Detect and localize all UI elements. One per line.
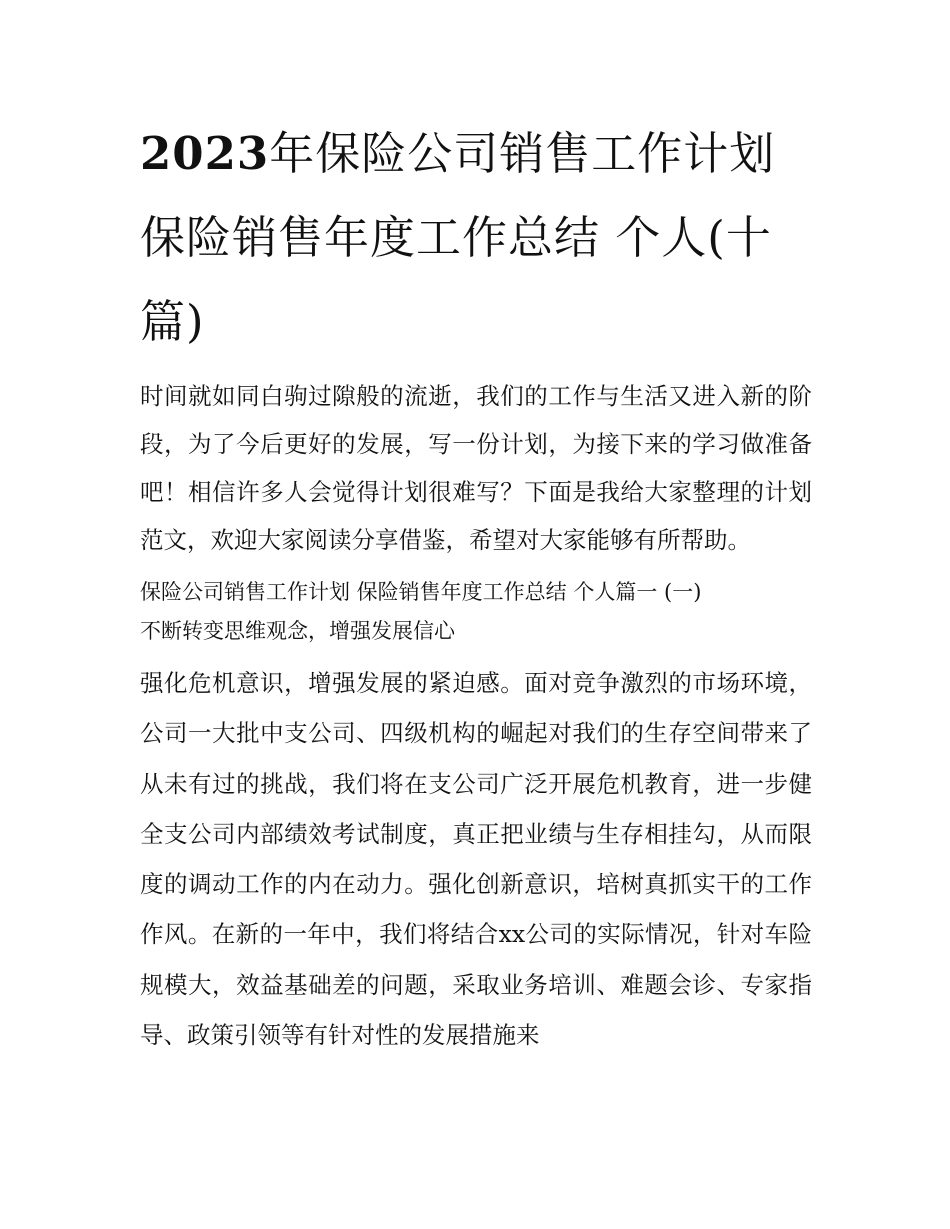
title-year: 2023	[140, 127, 270, 180]
document-page	[140, 112, 812, 1060]
subheading: 不断转变思维观念，增强发展信心	[140, 619, 455, 643]
body-paragraph: 强化危机意识，增强发展的紧迫感。面对竞争激烈的市场环境，公司一大批中支公司、四级机构的崛起对我们的生存空间带来了从未有过的挑战，我们将在支公司广泛开展危机教育，进一步健全支公司内部绩效考试制度，真正把业绩与生存相挂勾，从而限度的调动工作的内在动力。强化创新意识，培树真抓实干的工作作风。在新的一年中，我们将结合xx公司的实际情况，针对车险规模大，效益基础差的问题，采取业务培训、难题会诊、专家指导、政策引领等有针对性的发展措施来	[140, 669, 812, 1050]
document-title	[140, 112, 812, 364]
section-heading: 保险公司销售工作计划 保险销售年度工作总结 个人篇一 (一)	[140, 580, 702, 604]
intro-paragraph: 时间就如同白驹过隙般的流逝，我们的工作与生活又进入新的阶段，为了今后更好的发展，写一份计划，为接下来的学习做准备吧！相信许多人会觉得计划很难写？下面是我给大家整理的计划范文，欢迎大家阅读分享借鉴，希望对大家能够有所帮助。	[140, 382, 812, 554]
title-text: 年保险公司销售工作计划保险销售年度工作总结 个人(十篇)	[140, 127, 776, 348]
